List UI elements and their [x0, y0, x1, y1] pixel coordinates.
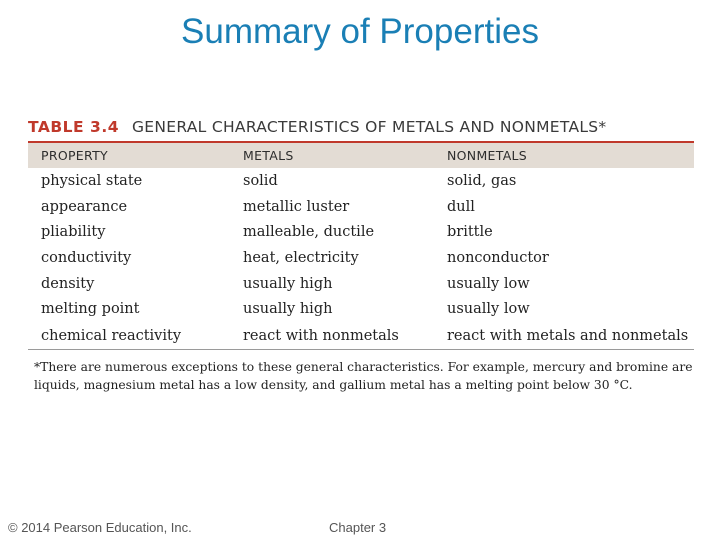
- table-caption: [28, 118, 708, 136]
- table-row: [28, 219, 694, 245]
- cell-nonmetals: dull: [447, 198, 475, 215]
- table-row: [28, 322, 694, 350]
- table-number: TABLE 3.4: [28, 118, 119, 136]
- table-row: [28, 245, 694, 271]
- cell-property: melting point: [41, 301, 140, 318]
- cell-metals: metallic luster: [243, 198, 350, 215]
- cell-nonmetals: usually low: [447, 301, 530, 318]
- table-footnote: [34, 358, 704, 394]
- cell-nonmetals: react with metals and nonmetals: [434, 322, 694, 350]
- cell-nonmetals: brittle: [447, 224, 493, 241]
- cell-property: conductivity: [41, 249, 132, 266]
- cell-metals: malleable, ductile: [243, 224, 375, 241]
- table-header-row: [28, 143, 694, 168]
- column-header-nonmetals: NONMETALS: [434, 143, 694, 168]
- cell-property: chemical reactivity: [28, 322, 230, 350]
- cell-metals: usually high: [243, 275, 333, 292]
- cell-nonmetals: nonconductor: [447, 249, 549, 266]
- properties-table: [28, 143, 694, 350]
- cell-property: physical state: [41, 172, 143, 189]
- table-row: [28, 194, 694, 220]
- column-header-metals: METALS: [230, 143, 434, 168]
- cell-metals: usually high: [243, 301, 333, 318]
- cell-property: appearance: [41, 198, 128, 215]
- cell-metals: react with nonmetals: [230, 322, 434, 350]
- cell-property: density: [41, 275, 95, 292]
- copyright-notice: © 2014 Pearson Education, Inc.: [8, 520, 192, 535]
- column-header-property: PROPERTY: [28, 143, 230, 168]
- footnote-line: *There are numerous exceptions to these general characteristics. For example, mercury and bromine are: [34, 360, 693, 374]
- table-row: [28, 296, 694, 322]
- table-heading: GENERAL CHARACTERISTICS OF METALS AND NONMETALS*: [131, 118, 607, 136]
- cell-metals: solid: [243, 172, 278, 189]
- footnote-line: liquids, magnesium metal has a low density, and gallium metal has a melting point below 30 °C.: [34, 378, 633, 392]
- slide-title: Summary of Properties: [181, 12, 539, 51]
- cell-nonmetals: solid, gas: [447, 172, 517, 189]
- cell-metals: heat, electricity: [243, 249, 359, 266]
- cell-property: pliability: [41, 224, 106, 241]
- table-row: [28, 168, 694, 194]
- cell-nonmetals: usually low: [447, 275, 530, 292]
- chapter-label: Chapter 3: [329, 520, 387, 535]
- table-row: [28, 271, 694, 297]
